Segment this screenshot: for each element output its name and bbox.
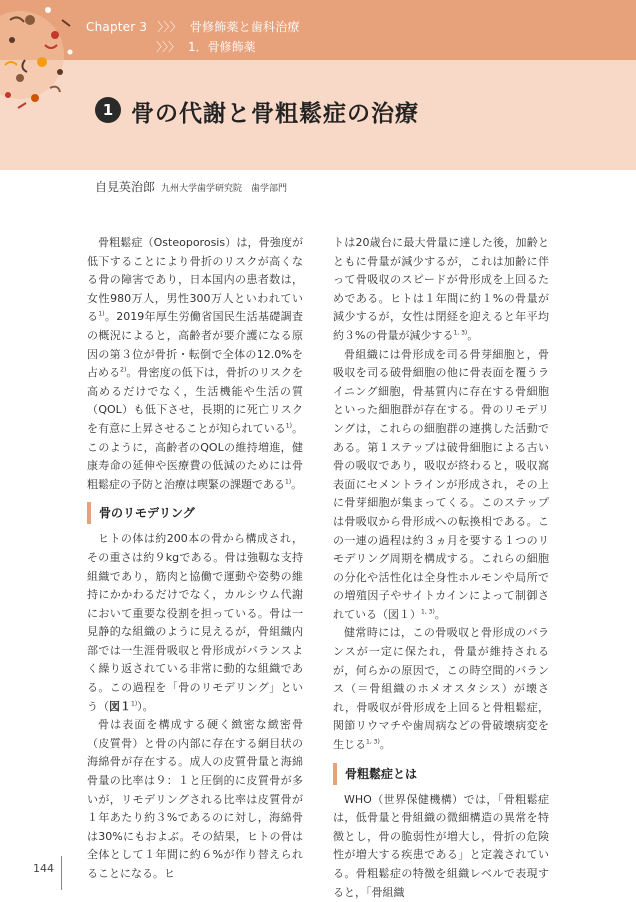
page-number: 144	[33, 862, 54, 875]
chevron-right-icon: 〉〉〉	[157, 20, 182, 34]
paragraph-bone-loss: トは20歳台に最大骨量に達した後，加齢とともに骨量が減少するが，これは加齢に伴って骨吸収のスピードが骨形成を上回るためである。ヒトは１年間に約１%の骨量が減少するが，女性は閉経を迎えると年平均約３%の骨量が減少する$^{1, 3)}$。	[333, 236, 549, 342]
decorative-pattern-icon	[0, 0, 95, 120]
author-name: 自見英治郎	[95, 180, 156, 194]
left-column	[87, 234, 303, 884]
paragraph-homeostasis: 健常時には，この骨吸収と骨形成のバランスが一定に保たれ，骨量が維持されるが，何らかの原因で，この時空間的バランス（＝骨組織のホメオスタシス）が壊され，骨吸収が骨形成を上回ると骨粗鬆症，関節リウマチや歯周病などの骨破壊病変を生じる$^{1, 3)}$。	[333, 626, 549, 752]
page-number-divider	[61, 856, 62, 890]
figure-reference[interactable]: 図１	[109, 699, 131, 713]
breadcrumb-section[interactable]	[156, 38, 256, 55]
section-label: 1．骨修飾薬	[188, 40, 256, 54]
breadcrumb-chapter[interactable]	[86, 18, 300, 35]
paragraph-bone-structure: 骨は表面を構成する硬く緻密な緻密骨（皮質骨）と骨の内部に存在する網目状の海綿骨が存在する。成人の皮質骨量と海綿骨量の比率は９：１と圧倒的に皮質骨が多いが，リモデリングされる比率は皮質骨が１年あたり約３%であるのに対し，海綿骨は30%にもおよぶ。その結果，ヒトの骨は全体として１年間に約６%が作り替えられることになる。ヒ	[87, 718, 303, 880]
paragraph-intro: 骨粗鬆症（Osteoporosis）は，骨強度が低下することにより骨折のリスクが高くなる骨の障害であり，日本国内の患者数は，女性980万人，男性300万人といわれている$^{1)}$。2019年厚生労働省国民生活基礎調査の概況によると，高齢者が要介護になる原因の第３位が骨折・転倒で全体の12.0%を占める$^{2)}$。骨密度の低下は，骨折のリスクを高めるだけでなく，生活機能や生活の質（QOL）も低下させ，長期的に死亡リスクを有意に上昇させることが知られている$^{1)}$。このように，高齢者のQOLの維持増進，健康寿命の延伸や医療費の低減のためには骨粗鬆症の予防と治療は喫緊の課題である$^{1)}$。	[87, 236, 304, 491]
chapter-title: 骨修飾薬と歯科治療	[189, 20, 300, 34]
page-title: 骨の代謝と骨粗鬆症の治療	[131, 101, 419, 127]
author-affiliation: 九州大学歯学研究院 歯学部門	[161, 184, 288, 194]
section-heading-osteoporosis: 骨粗鬆症とは	[333, 763, 549, 785]
author-line	[95, 178, 287, 195]
article-number-badge: 1	[95, 97, 121, 123]
section-heading-remodeling: 骨のリモデリング	[87, 502, 303, 524]
chevron-right-icon: 〉〉〉	[156, 40, 181, 54]
right-column	[333, 234, 549, 902]
chapter-label: Chapter 3	[86, 20, 148, 34]
paragraph-remodeling: ヒトの体は約200本の骨から構成され，その重さは約９kgである。骨は強靱な支持組織であり，筋肉と協働で運動や姿勢の維持にかかわるだけでなく，カルシウム代謝において重要な役割を担っている。骨は一見静的な組織のように見えるが，骨組織内部では一生涯骨吸収と骨形成がバランスよく繰り返されている非常に動的な組織である。この過程を「骨のリモデリング」という（図１$^{1)}$）。	[87, 532, 303, 713]
paragraph-cells: 骨組織には骨形成を司る骨芽細胞と，骨吸収を司る破骨細胞の他に骨表面を覆うライニング細胞，骨基質内に存在する骨細胞といった細胞群が存在する。骨のリモデリングは，これらの細胞群の連携した活動である。第１ステップは破骨細胞による古い骨の吸収であり，吸収が終わると，吸収窩表面にセメントラインが形成され，その上に骨芽細胞が集まってくる。このステップは骨吸収から骨形成への転換相である。この一連の過程は約３ヵ月を要する１つのリモデリング周期を構成する。これらの細胞の分化や活性化は全身性ホルモンや局所での増殖因子やサイトカインによって制御されている（図１）$^{1, 3)}$。	[333, 347, 549, 621]
paragraph-who-definition: WHO（世界保健機構）では，「骨粗鬆症は，低骨量と骨組織の微細構造の異常を特徴とし，骨の脆弱性が増大し，骨折の危険性が増大する疾患である」と定義されている。骨粗鬆症の特徴を組織レベルで表現すると，「骨組織	[333, 792, 549, 899]
